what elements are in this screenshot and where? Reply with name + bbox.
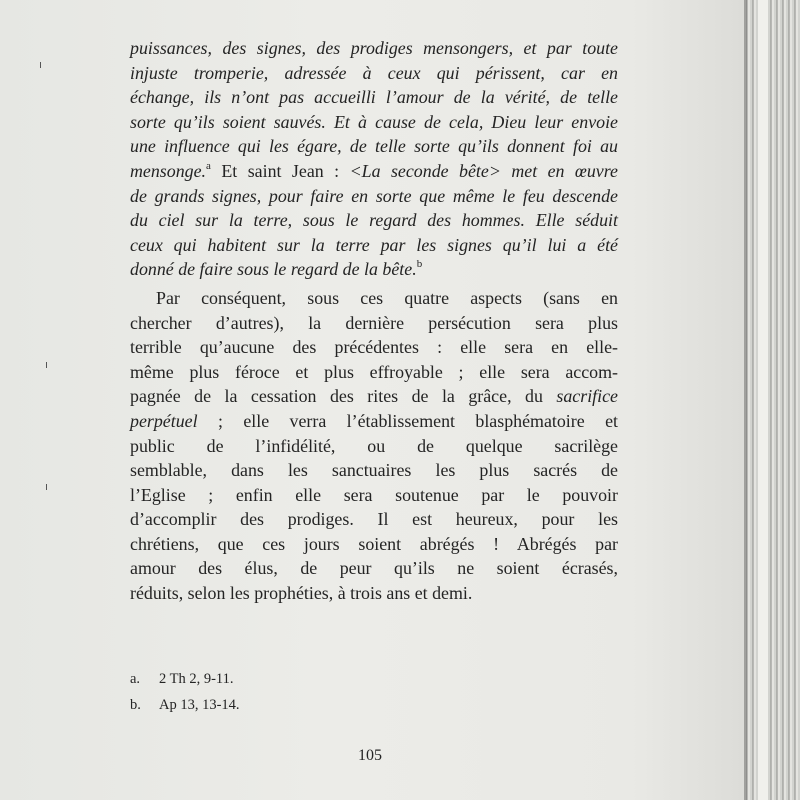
paragraph-line: amour des élus, de peur qu’ils ne soient écrasés, — [130, 558, 618, 579]
quote-fragment: donné de faire sous le regard de la bête. — [130, 259, 417, 280]
page-number: 105 — [358, 747, 382, 764]
quote-line: puissances, des signes, des prodiges mensongers, et par toute — [130, 38, 618, 58]
paragraph-line: même plus féroce et plus effroyable ; elle sera accom- — [130, 361, 618, 382]
footnote-label: a. — [130, 671, 141, 687]
footnote-a — [130, 666, 530, 692]
quote-line: de grands signes, pour faire en sorte que même le feu descende — [130, 185, 618, 206]
paragraph-line: Par conséquent, sous ces quatre aspects (sans en — [156, 287, 618, 308]
footnote-ref-a: a — [206, 160, 211, 172]
quote-line: injuste tromperie, adressée à ceux qui périssent, car en — [130, 62, 618, 83]
paragraph-line: réduits, selon les prophéties, à trois ans et demi. — [130, 583, 473, 604]
paragraph-line: public de l’infidélité, ou de quelque sacrilège — [130, 435, 618, 456]
paragraph-line-mixed — [130, 409, 618, 434]
quote-line: échange, ils n’ont pas accueilli l’amour de la vérité, de telle — [130, 87, 618, 108]
quote-fragment: mensonge. — [130, 160, 207, 181]
footnote-b — [130, 692, 530, 718]
quote-line: sorte qu’ils soient sauvés. Et à cause de cela, Dieu leur envoie — [130, 111, 618, 132]
attribution-text: Et saint Jean : — [210, 160, 350, 181]
quote-line: une influence qui les égare, de telle sorte qu’ils donnent foi au — [130, 136, 618, 157]
footnote-text: 2 Th 2, 9-11. — [159, 671, 234, 687]
quote-line: ceux qui habitent sur la terre par les signes qu’il lui a été — [130, 234, 618, 255]
body-text — [130, 36, 618, 606]
paragraph-line-mixed — [130, 384, 618, 409]
quote-fragment: <La seconde bête> met en œuvre — [349, 160, 618, 181]
page-edge-highlight — [758, 0, 768, 800]
margin-mark — [46, 484, 47, 490]
paragraph-line: semblable, dans les sanctuaires les plus sacrés de — [130, 460, 618, 481]
margin-mark — [46, 362, 47, 368]
margin-mark — [40, 62, 41, 68]
page-gutter-shadow — [744, 0, 747, 800]
paragraph-fragment: pagnée de la cessation des rites de la grâce, du — [130, 386, 557, 407]
emphasis-fragment: perpétuel — [130, 410, 198, 431]
paragraph-line: terrible qu’aucune des précédentes : elle sera en elle- — [130, 337, 618, 358]
paragraph-line: chrétiens, que ces jours soient abrégés ! Abrégés par — [130, 533, 618, 554]
paragraph-line: chercher d’autres), la dernière persécution sera plus — [130, 312, 618, 333]
footnote-ref-b: b — [416, 258, 423, 271]
footnote-text: Ap 13, 13-14. — [159, 697, 240, 713]
footnotes — [130, 666, 530, 718]
quote-line-mixed — [130, 159, 618, 184]
emphasis-fragment: sacrifice — [556, 386, 618, 407]
quote-line: du ciel sur la terre, sous le regard des hommes. Elle séduit — [130, 210, 618, 231]
page-stack-edge — [744, 0, 800, 800]
quote-line-end — [130, 257, 618, 282]
paragraph-line: d’accomplir des prodiges. Il est heureux, pour les — [130, 509, 618, 530]
footnote-label: b. — [130, 697, 141, 713]
paragraph-line: l’Eglise ; enfin elle sera soutenue par le pouvoir — [130, 484, 618, 505]
paragraph-fragment: ; elle verra l’établissement blasphématoire et — [197, 410, 618, 431]
